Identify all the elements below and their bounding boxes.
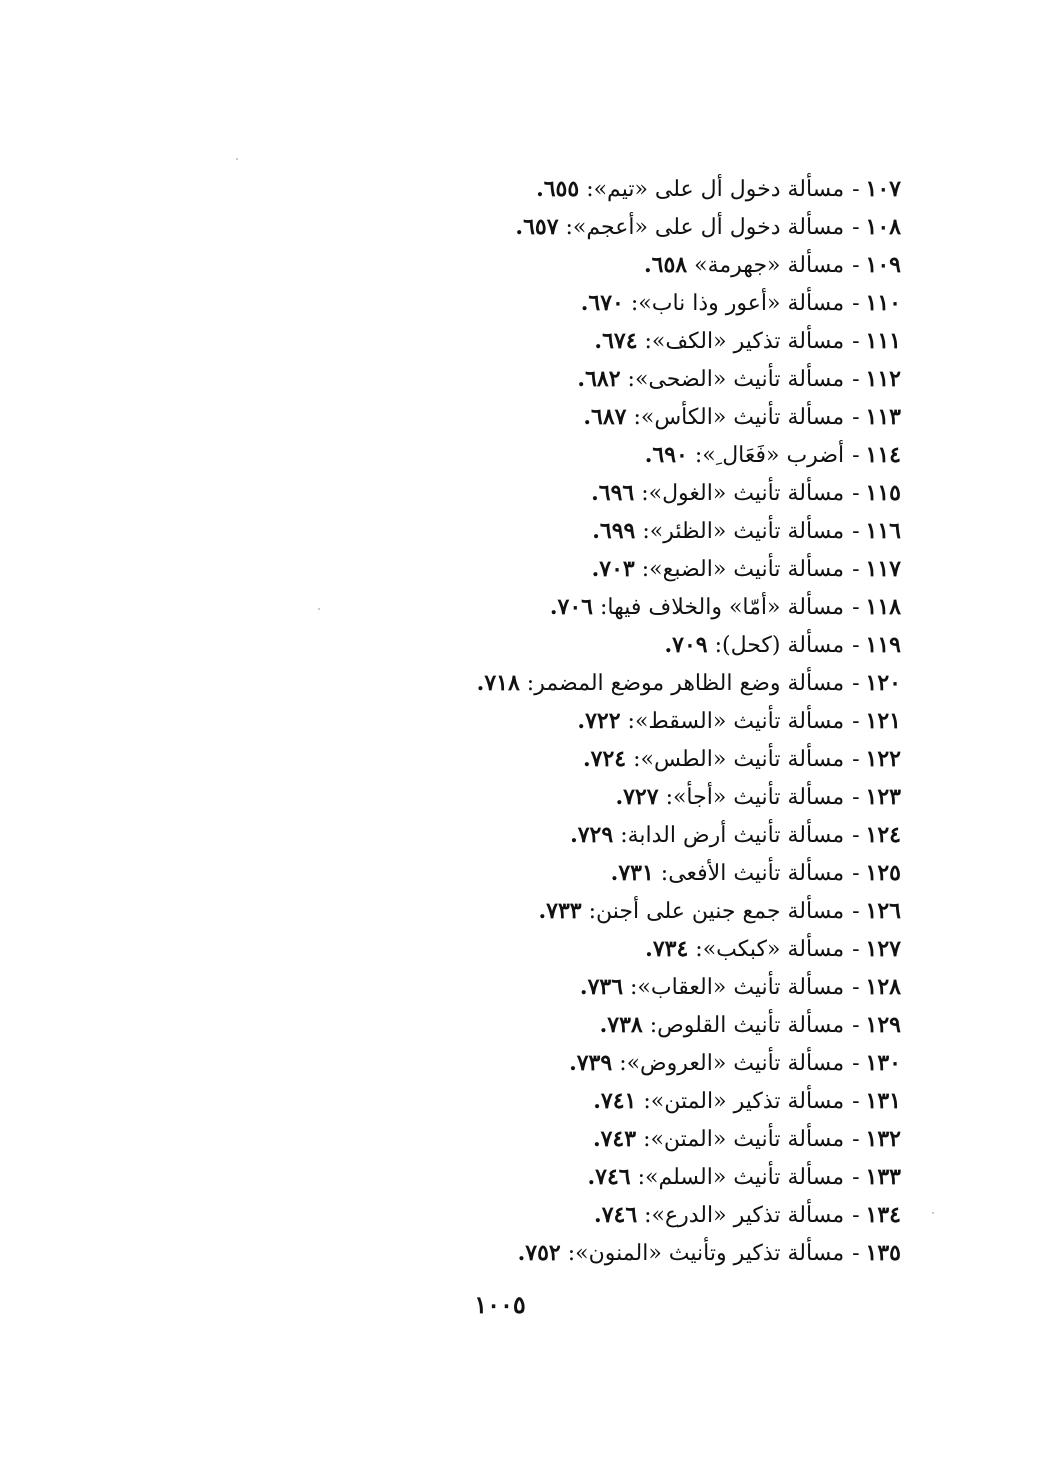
entry-number: ١١٨ bbox=[865, 594, 901, 620]
entry-title: مسألة «جهرمة» bbox=[694, 253, 845, 278]
entry-title: مسألة وضع الظاهر موضع المضمر: bbox=[526, 671, 845, 696]
entry-page: ٦٨٢. bbox=[577, 366, 621, 392]
entry-dash: ‐ bbox=[852, 899, 860, 924]
entry-title: مسألة تذكير «الكف»: bbox=[644, 329, 845, 354]
entry-title: مسألة تأنيث «أجأ»: bbox=[665, 785, 845, 810]
entry-dash: ‐ bbox=[852, 253, 860, 278]
contents-entry bbox=[261, 854, 901, 892]
contents-entry bbox=[261, 1234, 901, 1272]
entry-title: مسألة «كبكب»: bbox=[695, 937, 845, 962]
entry-dash: ‐ bbox=[852, 823, 860, 848]
entry-page: ٧٤١. bbox=[593, 1088, 637, 1114]
entry-number: ١٠٧ bbox=[865, 176, 901, 202]
contents-entry bbox=[261, 1006, 901, 1044]
entry-title: مسألة (كحل): bbox=[714, 633, 845, 658]
entry-title: مسألة تأنيث «العروض»: bbox=[619, 1051, 845, 1076]
entry-page: ٧٣١. bbox=[610, 860, 654, 886]
page-number: ١٠٠٥ bbox=[474, 1290, 526, 1319]
entry-dash: ‐ bbox=[852, 975, 860, 1000]
entry-dash: ‐ bbox=[852, 481, 860, 506]
entry-number: ١٢٨ bbox=[865, 974, 901, 1000]
entry-page: ٧٣٦. bbox=[579, 974, 624, 1000]
entry-dash: ‐ bbox=[852, 709, 860, 734]
entry-dash: ‐ bbox=[852, 1203, 860, 1228]
scan-speck bbox=[236, 158, 238, 160]
entry-page: ٧٣٤. bbox=[645, 936, 689, 962]
entry-title: مسألة تذكير «الدرع»: bbox=[644, 1203, 845, 1228]
entry-page: ٧٢٢. bbox=[577, 708, 621, 734]
entry-page: ٦٥٥. bbox=[536, 176, 580, 202]
entry-number: ١٣٣ bbox=[865, 1164, 901, 1190]
entry-title: مسألة تأنيث «الطس»: bbox=[633, 747, 845, 772]
entry-dash: ‐ bbox=[852, 177, 860, 202]
entry-page: ٧٢٩. bbox=[570, 822, 614, 848]
entry-number: ١٢٣ bbox=[865, 784, 901, 810]
entry-page: ٧٢٧. bbox=[615, 784, 659, 810]
entry-title: أضرب «فَعَال ِ»: bbox=[694, 443, 845, 468]
contents-entry bbox=[261, 398, 901, 436]
entry-number: ١١٣ bbox=[865, 404, 901, 430]
entry-dash: ‐ bbox=[852, 519, 860, 544]
entry-number: ١١١ bbox=[865, 328, 901, 354]
entry-number: ١٠٩ bbox=[865, 252, 901, 278]
entry-number: ١٣٠ bbox=[865, 1050, 901, 1076]
entry-number: ١١٠ bbox=[865, 290, 901, 316]
entry-page: ٦٩٦. bbox=[591, 480, 635, 506]
entry-title: مسألة تأنيث «السلم»: bbox=[637, 1165, 845, 1190]
entry-page: ٧٤٣. bbox=[592, 1126, 637, 1152]
entry-title: مسألة تأنيث «الغول»: bbox=[641, 481, 845, 506]
entry-number: ١٢٥ bbox=[865, 860, 901, 886]
contents-entry bbox=[261, 322, 901, 360]
entry-title: مسألة تأنيث «الضحى»: bbox=[627, 367, 845, 392]
entry-title: مسألة تأنيث «المتن»: bbox=[643, 1127, 845, 1152]
entry-title: مسألة تأنيث «الضبع»: bbox=[641, 557, 845, 582]
entry-title: مسألة تأنيث أرض الدابة: bbox=[620, 823, 845, 848]
entry-page: ٧١٨. bbox=[476, 670, 520, 696]
entry-dash: ‐ bbox=[852, 1089, 860, 1114]
contents-entry bbox=[261, 436, 901, 474]
contents-entry bbox=[261, 930, 901, 968]
entry-title: مسألة تأنيث القلوص: bbox=[649, 1013, 845, 1038]
entry-page: ٧٣٩. bbox=[569, 1050, 613, 1076]
entry-number: ١١٦ bbox=[865, 518, 901, 544]
entry-page: ٧٠٣. bbox=[591, 556, 635, 582]
entry-title: مسألة «أعور وذا ناب»: bbox=[630, 291, 845, 316]
contents-entry bbox=[261, 170, 901, 208]
entry-page: ٧٣٨. bbox=[599, 1012, 643, 1038]
contents-entry bbox=[261, 360, 901, 398]
entry-page: ٧٠٦. bbox=[549, 594, 593, 620]
contents-entry bbox=[261, 512, 901, 550]
entry-title: مسألة دخول أل على «تيم»: bbox=[586, 177, 845, 202]
entry-dash: ‐ bbox=[852, 367, 860, 392]
entry-title: مسألة جمع جنين على أجنن: bbox=[588, 899, 845, 924]
entry-title: مسألة دخول أل على «أعجم»: bbox=[565, 215, 845, 240]
contents-entry bbox=[261, 474, 901, 512]
entry-title: مسألة تأنيث «الكأس»: bbox=[633, 405, 845, 430]
contents-entry bbox=[261, 968, 901, 1006]
entry-dash: ‐ bbox=[852, 329, 860, 354]
entry-number: ١٠٨ bbox=[865, 214, 901, 240]
entry-page: ٦٩٠. bbox=[644, 442, 688, 468]
entry-number: ١٢٧ bbox=[865, 936, 901, 962]
entry-dash: ‐ bbox=[852, 671, 860, 696]
contents-entry bbox=[261, 626, 901, 664]
entry-title: مسألة تذكير «المتن»: bbox=[643, 1089, 845, 1114]
entry-title: مسألة تأنيث «الظئر»: bbox=[642, 519, 845, 544]
entry-page: ٧٣٣. bbox=[538, 898, 582, 924]
entry-number: ١٢٩ bbox=[865, 1012, 901, 1038]
entry-number: ١٢٤ bbox=[865, 822, 901, 848]
contents-entry bbox=[261, 284, 901, 322]
entry-title: مسألة تأنيث «السقط»: bbox=[627, 709, 845, 734]
contents-entry bbox=[261, 550, 901, 588]
entry-dash: ‐ bbox=[852, 1051, 860, 1076]
entry-page: ٦٩٩. bbox=[592, 518, 636, 544]
entry-page: ٦٧٠. bbox=[580, 290, 624, 316]
contents-entry bbox=[261, 588, 901, 626]
entry-number: ١٣٢ bbox=[865, 1126, 901, 1152]
entry-page: ٧٥٢. bbox=[517, 1240, 561, 1266]
contents-entry bbox=[261, 1158, 901, 1196]
entry-dash: ‐ bbox=[852, 1013, 860, 1038]
entry-dash: ‐ bbox=[852, 1127, 860, 1152]
entry-number: ١٢١ bbox=[865, 708, 901, 734]
entry-dash: ‐ bbox=[852, 1241, 860, 1266]
entry-page: ٧٢٤. bbox=[582, 746, 627, 772]
contents-entry bbox=[261, 246, 901, 284]
entry-number: ١٢٢ bbox=[865, 746, 901, 772]
entry-number: ١١٥ bbox=[865, 480, 901, 506]
entry-number: ١٢٦ bbox=[865, 898, 901, 924]
entry-number: ١١٤ bbox=[865, 442, 901, 468]
entry-number: ١١٢ bbox=[865, 366, 901, 392]
entry-dash: ‐ bbox=[852, 747, 860, 772]
entry-dash: ‐ bbox=[852, 785, 860, 810]
contents-entry bbox=[261, 778, 901, 816]
contents-entry bbox=[261, 664, 901, 702]
entry-number: ١٣٥ bbox=[865, 1240, 901, 1266]
scan-speck bbox=[932, 1212, 934, 1214]
contents-entry bbox=[261, 702, 901, 740]
contents-entry bbox=[261, 740, 901, 778]
entry-number: ١١٧ bbox=[865, 556, 901, 582]
contents-entry bbox=[261, 892, 901, 930]
entry-page: ٦٨٧. bbox=[583, 404, 627, 430]
entry-number: ١١٩ bbox=[865, 632, 901, 658]
contents-entry bbox=[261, 1196, 901, 1234]
contents-entry bbox=[261, 1082, 901, 1120]
contents-entry bbox=[261, 208, 901, 246]
entry-number: ١٢٠ bbox=[865, 670, 901, 696]
entry-dash: ‐ bbox=[852, 291, 860, 316]
contents-list bbox=[261, 170, 901, 1272]
entry-dash: ‐ bbox=[852, 215, 860, 240]
entry-page: ٧٤٦. bbox=[594, 1202, 638, 1228]
entry-dash: ‐ bbox=[852, 595, 860, 620]
entry-page: ٧٤٦. bbox=[587, 1164, 631, 1190]
entry-dash: ‐ bbox=[852, 557, 860, 582]
entry-page: ٦٥٧. bbox=[515, 214, 559, 240]
entry-dash: ‐ bbox=[852, 633, 860, 658]
entry-dash: ‐ bbox=[852, 937, 860, 962]
entry-title: مسألة تأنيث «العقاب»: bbox=[630, 975, 845, 1000]
contents-entry bbox=[261, 1120, 901, 1158]
entry-dash: ‐ bbox=[852, 1165, 860, 1190]
entry-page: ٦٧٤. bbox=[594, 328, 638, 354]
scan-speck bbox=[318, 608, 320, 610]
contents-entry bbox=[261, 1044, 901, 1082]
entry-dash: ‐ bbox=[852, 405, 860, 430]
entry-dash: ‐ bbox=[852, 443, 860, 468]
entry-title: مسألة تذكير وتأنيث «المنون»: bbox=[567, 1241, 845, 1266]
entry-number: ١٣١ bbox=[865, 1088, 901, 1114]
entry-page: ٦٥٨. bbox=[644, 252, 688, 278]
contents-entry bbox=[261, 816, 901, 854]
entry-number: ١٣٤ bbox=[865, 1202, 901, 1228]
entry-dash: ‐ bbox=[852, 861, 860, 886]
entry-title: مسألة تأنيث الأفعى: bbox=[660, 861, 845, 886]
entry-title: مسألة «أمّا» والخلاف فيها: bbox=[600, 595, 845, 620]
entry-page: ٧٠٩. bbox=[664, 632, 708, 658]
